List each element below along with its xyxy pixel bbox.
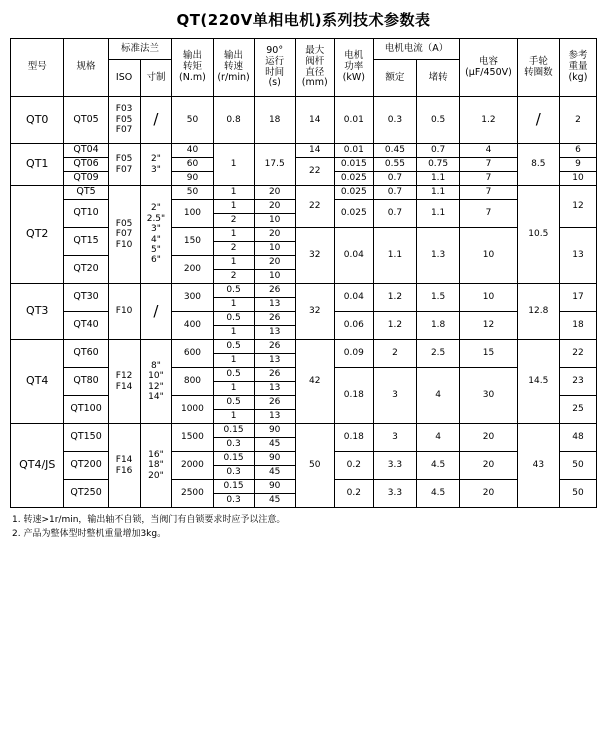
cell-current-rated: 0.7 — [373, 200, 416, 228]
cell-speed: 2 — [213, 270, 254, 284]
cell-runtime: 90 — [254, 424, 295, 438]
cell-current-stall: 1.5 — [417, 284, 460, 312]
cell-model: QT4 — [11, 340, 64, 424]
cell-spec: QT30 — [64, 284, 108, 312]
cell-power: 0.025 — [334, 186, 373, 200]
cell-torque: 60 — [172, 158, 213, 172]
cell-weight: 25 — [559, 396, 596, 424]
cell-torque: 1500 — [172, 424, 213, 452]
cell-weight: 50 — [559, 480, 596, 508]
cell-speed: 1 — [213, 326, 254, 340]
cell-flange-iso: F05 F07 F10 — [108, 186, 140, 284]
cell-runtime: 13 — [254, 354, 295, 368]
cell-power: 0.025 — [334, 200, 373, 228]
cell-current-stall: 0.7 — [417, 144, 460, 158]
cell-speed: 0.5 — [213, 284, 254, 298]
cell-runtime: 90 — [254, 480, 295, 494]
cell-capacitor: 4 — [460, 144, 518, 158]
cell-power: 0.06 — [334, 312, 373, 340]
cell-torque: 2500 — [172, 480, 213, 508]
cell-runtime: 45 — [254, 438, 295, 452]
cell-runtime: 13 — [254, 382, 295, 396]
cell-flange-inch: / — [140, 284, 172, 340]
cell-stem: 14 — [295, 97, 334, 144]
cell-model: QT4/JS — [11, 424, 64, 508]
cell-runtime: 45 — [254, 494, 295, 508]
cell-spec: QT100 — [64, 396, 108, 424]
cell-capacitor: 1.2 — [460, 97, 518, 144]
cell-capacitor: 15 — [460, 340, 518, 368]
cell-speed: 0.15 — [213, 424, 254, 438]
cell-capacitor: 7 — [460, 200, 518, 228]
cell-torque: 50 — [172, 97, 213, 144]
cell-power: 0.025 — [334, 172, 373, 186]
cell-capacitor: 7 — [460, 158, 518, 172]
footnotes — [10, 514, 597, 541]
cell-speed: 0.15 — [213, 480, 254, 494]
cell-current-stall: 4 — [417, 424, 460, 452]
cell-runtime: 26 — [254, 396, 295, 410]
cell-current-stall: 4 — [417, 368, 460, 424]
cell-weight: 13 — [559, 228, 596, 284]
cell-torque: 90 — [172, 172, 213, 186]
cell-runtime: 10 — [254, 242, 295, 256]
header-flange-inch: 寸制 — [140, 60, 172, 97]
cell-handwheel: 10.5 — [517, 186, 559, 284]
cell-runtime: 26 — [254, 340, 295, 354]
cell-stem: 22 — [295, 158, 334, 186]
cell-power: 0.09 — [334, 340, 373, 368]
cell-speed: 0.15 — [213, 452, 254, 466]
cell-flange-iso: F03 F05 F07 — [108, 97, 140, 144]
header-speed: 输出 转速 (r/min) — [213, 39, 254, 97]
cell-flange-iso: F12 F14 — [108, 340, 140, 424]
cell-runtime: 20 — [254, 186, 295, 200]
cell-runtime: 13 — [254, 298, 295, 312]
header-torque: 输出 转矩 (N.m) — [172, 39, 213, 97]
header-flange-iso: ISO — [108, 60, 140, 97]
cell-speed: 1 — [213, 186, 254, 200]
cell-capacitor: 10 — [460, 228, 518, 284]
cell-handwheel: 14.5 — [517, 340, 559, 424]
cell-current-rated: 1.2 — [373, 312, 416, 340]
table-body — [11, 97, 597, 508]
cell-torque: 50 — [172, 186, 213, 200]
cell-current-rated: 0.7 — [373, 186, 416, 200]
footnote-2: 2. 产品为整体型时整机重量增加3kg。 — [12, 528, 167, 539]
cell-power: 0.04 — [334, 228, 373, 284]
cell-spec: QT04 — [64, 144, 108, 158]
cell-spec: QT20 — [64, 256, 108, 284]
cell-current-rated: 3 — [373, 368, 416, 424]
cell-speed: 0.3 — [213, 494, 254, 508]
header-runtime: 90° 运行 时间 (s) — [254, 39, 295, 97]
cell-spec: QT60 — [64, 340, 108, 368]
cell-speed: 1 — [213, 298, 254, 312]
page-title: QT(220V单相电机)系列技术参数表 — [176, 11, 431, 29]
cell-stem: 32 — [295, 284, 334, 340]
cell-spec: QT40 — [64, 312, 108, 340]
cell-stem: 14 — [295, 144, 334, 158]
cell-weight: 18 — [559, 312, 596, 340]
cell-current-stall: 1.8 — [417, 312, 460, 340]
cell-speed: 0.5 — [213, 368, 254, 382]
cell-speed: 1 — [213, 382, 254, 396]
cell-stem: 22 — [295, 186, 334, 228]
cell-capacitor: 12 — [460, 312, 518, 340]
cell-runtime: 17.5 — [254, 144, 295, 186]
cell-stem: 50 — [295, 424, 334, 508]
header-model: 型号 — [11, 39, 64, 97]
cell-speed: 1 — [213, 200, 254, 214]
header-spec: 规格 — [64, 39, 108, 97]
cell-current-stall: 0.5 — [417, 97, 460, 144]
footnote-1: 1. 转速>1r/min，输出轴不自锁，当阀门有自锁要求时应予以注意。 — [12, 515, 286, 525]
cell-runtime: 26 — [254, 312, 295, 326]
header-motor-current: 电机电流（A） — [373, 39, 459, 60]
cell-speed: 2 — [213, 214, 254, 228]
table-row — [11, 186, 597, 200]
header-motor-power: 电机 功率 (kW) — [334, 39, 373, 97]
header-capacitor: 电容 (μF/450V) — [460, 39, 518, 97]
cell-current-stall: 2.5 — [417, 340, 460, 368]
table-row — [11, 97, 597, 144]
cell-stem: 32 — [295, 228, 334, 284]
cell-spec: QT10 — [64, 200, 108, 228]
cell-model: QT1 — [11, 144, 64, 186]
cell-capacitor: 20 — [460, 480, 518, 508]
cell-current-rated: 0.3 — [373, 97, 416, 144]
cell-spec: QT250 — [64, 480, 108, 508]
cell-power: 0.01 — [334, 97, 373, 144]
cell-weight: 2 — [559, 97, 596, 144]
header-flange: 标准法兰 — [108, 39, 172, 60]
cell-handwheel: 8.5 — [517, 144, 559, 186]
cell-capacitor: 7 — [460, 172, 518, 186]
cell-speed: 0.8 — [213, 97, 254, 144]
cell-speed: 0.3 — [213, 438, 254, 452]
cell-current-stall: 4.5 — [417, 452, 460, 480]
cell-runtime: 10 — [254, 270, 295, 284]
header-stem-diameter: 最大 阀杆 直径 (mm) — [295, 39, 334, 97]
cell-speed: 1 — [213, 144, 254, 186]
cell-current-rated: 2 — [373, 340, 416, 368]
cell-current-rated: 3 — [373, 424, 416, 452]
cell-weight: 12 — [559, 186, 596, 228]
cell-current-stall: 0.75 — [417, 158, 460, 172]
table-row — [11, 144, 597, 158]
cell-spec: QT200 — [64, 452, 108, 480]
cell-flange-inch: / — [140, 97, 172, 144]
cell-capacitor: 7 — [460, 186, 518, 200]
cell-handwheel: 12.8 — [517, 284, 559, 340]
cell-weight: 23 — [559, 368, 596, 396]
cell-current-rated: 0.45 — [373, 144, 416, 158]
cell-flange-inch: 2" 3" — [140, 144, 172, 186]
cell-flange-inch: 16" 18" 20" — [140, 424, 172, 508]
cell-handwheel: / — [517, 97, 559, 144]
cell-runtime: 13 — [254, 326, 295, 340]
cell-capacitor: 20 — [460, 452, 518, 480]
cell-power: 0.015 — [334, 158, 373, 172]
cell-torque: 400 — [172, 312, 213, 340]
cell-weight: 17 — [559, 284, 596, 312]
cell-power: 0.01 — [334, 144, 373, 158]
cell-torque: 600 — [172, 340, 213, 368]
cell-spec: QT80 — [64, 368, 108, 396]
cell-power: 0.18 — [334, 368, 373, 424]
cell-current-rated: 0.7 — [373, 172, 416, 186]
cell-weight: 10 — [559, 172, 596, 186]
cell-torque: 2000 — [172, 452, 213, 480]
cell-current-rated: 1.2 — [373, 284, 416, 312]
cell-torque: 40 — [172, 144, 213, 158]
cell-current-stall: 1.1 — [417, 172, 460, 186]
cell-speed: 0.5 — [213, 312, 254, 326]
cell-power: 0.18 — [334, 424, 373, 452]
cell-model: QT3 — [11, 284, 64, 340]
cell-runtime: 20 — [254, 256, 295, 270]
cell-power: 0.2 — [334, 452, 373, 480]
cell-model: QT0 — [11, 97, 64, 144]
cell-current-rated: 3.3 — [373, 480, 416, 508]
cell-flange-iso: F05 F07 — [108, 144, 140, 186]
cell-speed: 0.5 — [213, 340, 254, 354]
table-row — [11, 158, 597, 172]
cell-spec: QT150 — [64, 424, 108, 452]
cell-speed: 1 — [213, 410, 254, 424]
cell-spec: QT05 — [64, 97, 108, 144]
cell-speed: 2 — [213, 242, 254, 256]
cell-stem: 42 — [295, 340, 334, 424]
cell-speed: 0.3 — [213, 466, 254, 480]
table-row — [11, 228, 597, 242]
table-row — [11, 424, 597, 438]
cell-speed: 1 — [213, 256, 254, 270]
header-current-stall: 堵转 — [417, 60, 460, 97]
cell-spec: QT06 — [64, 158, 108, 172]
cell-flange-inch: 8" 10" 12" 14" — [140, 340, 172, 424]
cell-weight: 9 — [559, 158, 596, 172]
cell-weight: 50 — [559, 452, 596, 480]
cell-capacitor: 10 — [460, 284, 518, 312]
cell-runtime: 20 — [254, 200, 295, 214]
cell-runtime: 26 — [254, 284, 295, 298]
header-current-rated: 额定 — [373, 60, 416, 97]
cell-flange-iso: F10 — [108, 284, 140, 340]
cell-current-stall: 4.5 — [417, 480, 460, 508]
cell-weight: 22 — [559, 340, 596, 368]
cell-flange-inch: 2" 2.5" 3" 4" 5" 6" — [140, 186, 172, 284]
cell-runtime: 90 — [254, 452, 295, 466]
cell-current-stall: 1.1 — [417, 200, 460, 228]
cell-weight: 48 — [559, 424, 596, 452]
header-handwheel-turns: 手轮 转圈数 — [517, 39, 559, 97]
cell-capacitor: 30 — [460, 368, 518, 424]
table-row — [11, 340, 597, 354]
cell-flange-iso: F14 F16 — [108, 424, 140, 508]
cell-current-stall: 1.3 — [417, 228, 460, 284]
cell-runtime: 10 — [254, 214, 295, 228]
table-row — [11, 284, 597, 298]
cell-model: QT2 — [11, 186, 64, 284]
cell-weight: 6 — [559, 144, 596, 158]
cell-runtime: 45 — [254, 466, 295, 480]
cell-speed: 1 — [213, 354, 254, 368]
cell-runtime: 18 — [254, 97, 295, 144]
cell-spec: QT09 — [64, 172, 108, 186]
cell-current-rated: 0.55 — [373, 158, 416, 172]
cell-current-rated: 1.1 — [373, 228, 416, 284]
table-header — [11, 39, 597, 97]
cell-current-rated: 3.3 — [373, 452, 416, 480]
cell-runtime: 26 — [254, 368, 295, 382]
cell-power: 0.04 — [334, 284, 373, 312]
cell-speed: 1 — [213, 228, 254, 242]
cell-runtime: 13 — [254, 410, 295, 424]
cell-torque: 1000 — [172, 396, 213, 424]
cell-torque: 300 — [172, 284, 213, 312]
cell-runtime: 20 — [254, 228, 295, 242]
cell-current-stall: 1.1 — [417, 186, 460, 200]
cell-handwheel: 43 — [517, 424, 559, 508]
header-weight: 参考 重量 (kg) — [559, 39, 596, 97]
cell-torque: 800 — [172, 368, 213, 396]
cell-torque: 150 — [172, 228, 213, 256]
cell-spec: QT15 — [64, 228, 108, 256]
spec-table — [10, 38, 597, 508]
cell-torque: 100 — [172, 200, 213, 228]
cell-torque: 200 — [172, 256, 213, 284]
cell-power: 0.2 — [334, 480, 373, 508]
cell-spec: QT5 — [64, 186, 108, 200]
cell-speed: 0.5 — [213, 396, 254, 410]
cell-capacitor: 20 — [460, 424, 518, 452]
